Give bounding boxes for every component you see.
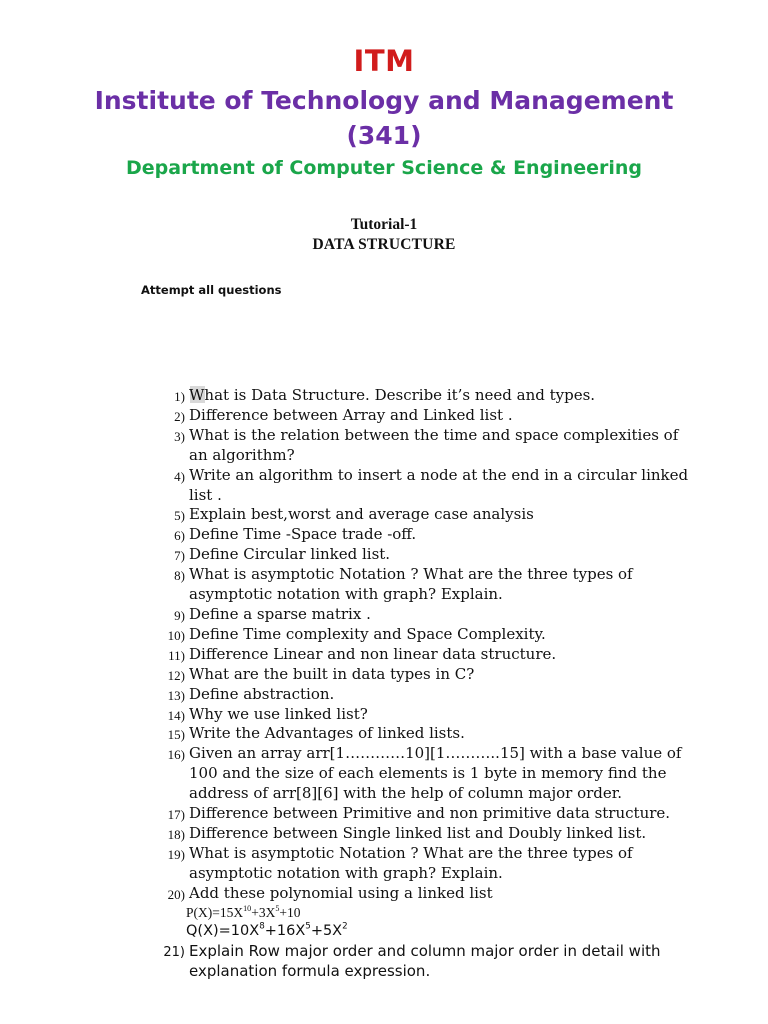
- question-text: Given an array arr[1…………10][1………..15] with a base value of 100 and the size of each elements is 1 byte in memory find the address of arr[8][6] with the help of column major order.: [189, 744, 682, 803]
- question-text: Difference between Single linked list and Doubly linked list.: [189, 823, 647, 842]
- polynomial-p-exp-1: 10: [243, 903, 252, 913]
- question-item: [0, 505, 768, 525]
- question-number: 10): [167, 627, 185, 643]
- question-text: Define abstraction.: [189, 684, 335, 703]
- polynomial-p-exp-2: 5: [275, 903, 280, 913]
- question-text: What is the relation between the time and space complexities of an algorithm?: [189, 425, 679, 464]
- question-text: What is Data Structure. Describe it’s need and types.: [189, 386, 596, 404]
- question-number: 4): [174, 468, 185, 484]
- question-item: [0, 406, 768, 426]
- question-item: [0, 386, 768, 406]
- question-text: Add these polynomial using a linked list: [189, 883, 493, 902]
- question-item: [0, 685, 768, 705]
- question-text: Define Time complexity and Space Complexity.: [189, 624, 546, 643]
- question-text: Define a sparse matrix .: [189, 604, 371, 623]
- polynomial-q-term-c: +5X: [310, 923, 343, 939]
- question-item: [0, 705, 768, 725]
- question-number: 20): [167, 886, 185, 902]
- question-text: What is asymptotic Notation ? What are the three types of asymptotic notation with graph? Explain.: [189, 843, 633, 882]
- subject-title: DATA STRUCTURE: [312, 236, 456, 253]
- question-item: [0, 884, 768, 904]
- question-number: 2): [174, 408, 185, 424]
- question-item: [0, 426, 768, 466]
- polynomial-p-term-a: P(X)=15X: [186, 905, 244, 920]
- polynomial-p-term-c: +10: [279, 905, 301, 920]
- question-text: Define Circular linked list.: [189, 545, 391, 564]
- question-text: Explain best,worst and average case analysis: [189, 505, 534, 524]
- polynomial-q-term-a: Q(X)=10X: [186, 923, 260, 939]
- question-text: Define Time -Space trade -off.: [189, 525, 417, 544]
- question-number: 5): [174, 508, 185, 524]
- question-item: [0, 545, 768, 565]
- question-item: [0, 605, 768, 625]
- polynomial-q-exp-3: 2: [342, 921, 348, 932]
- instruction-text: Attempt all questions: [141, 283, 282, 297]
- question-text: Difference between Array and Linked list .: [189, 405, 513, 424]
- question-number: 3): [174, 428, 185, 444]
- question-number: 7): [174, 548, 185, 564]
- question-text: Write the Advantages of linked lists.: [189, 724, 465, 743]
- question-item: [0, 645, 768, 665]
- polynomial-p-term-b: +3X: [251, 905, 276, 920]
- polynomial-q: [186, 923, 348, 939]
- question-text: Write an algorithm to insert a node at the end in a circular linked list .: [189, 465, 689, 504]
- question-item: [0, 824, 768, 844]
- institute-acronym: ITM: [353, 44, 415, 78]
- question-text: Difference between Primitive and non primitive data structure.: [189, 804, 671, 823]
- question-number: 16): [167, 747, 185, 763]
- question-number: 9): [174, 607, 185, 623]
- question-number: 11): [168, 647, 185, 663]
- question-item: [0, 744, 768, 804]
- question-item: [0, 625, 768, 645]
- polynomial-p: [186, 905, 301, 921]
- polynomial-q-exp-1: 8: [259, 921, 265, 932]
- question-number: 18): [167, 826, 185, 842]
- question-item: [0, 466, 768, 506]
- question-item: [0, 804, 768, 824]
- question-item: [0, 724, 768, 744]
- question-text: Why we use linked list?: [189, 704, 368, 723]
- question-number: 21): [163, 945, 185, 960]
- question-number: 14): [167, 707, 185, 723]
- question-item: [0, 942, 768, 982]
- question-number: 6): [174, 528, 185, 544]
- polynomial-q-exp-2: 5: [305, 921, 311, 932]
- question-number: 15): [167, 727, 185, 743]
- question-list: [0, 386, 768, 904]
- question-item: [0, 844, 768, 884]
- question-item: [0, 525, 768, 545]
- question-number: 19): [167, 846, 185, 862]
- question-item: [0, 665, 768, 685]
- question-text: Difference Linear and non linear data structure.: [189, 644, 557, 663]
- question-list-continued: [0, 942, 768, 982]
- question-item: [0, 565, 768, 605]
- tutorial-title: Tutorial-1: [350, 216, 418, 233]
- institute-name: Institute of Technology and Management: [94, 86, 674, 115]
- question-number: 8): [174, 568, 185, 584]
- question-number: 13): [167, 687, 185, 703]
- question-number: 17): [167, 807, 185, 823]
- question-text: What are the built in data types in C?: [189, 664, 475, 683]
- question-number: 1): [174, 389, 185, 404]
- question-text: Explain Row major order and column major order in detail with explanation formula expression.: [189, 942, 661, 980]
- question-text: What is asymptotic Notation ? What are the three types of asymptotic notation with graph? Explain.: [189, 565, 633, 604]
- polynomial-q-term-b: +16X: [264, 923, 306, 939]
- institute-code: (341): [346, 121, 422, 150]
- question-number: 12): [167, 667, 185, 683]
- department-name: Department of Computer Science & Engineering: [126, 157, 642, 179]
